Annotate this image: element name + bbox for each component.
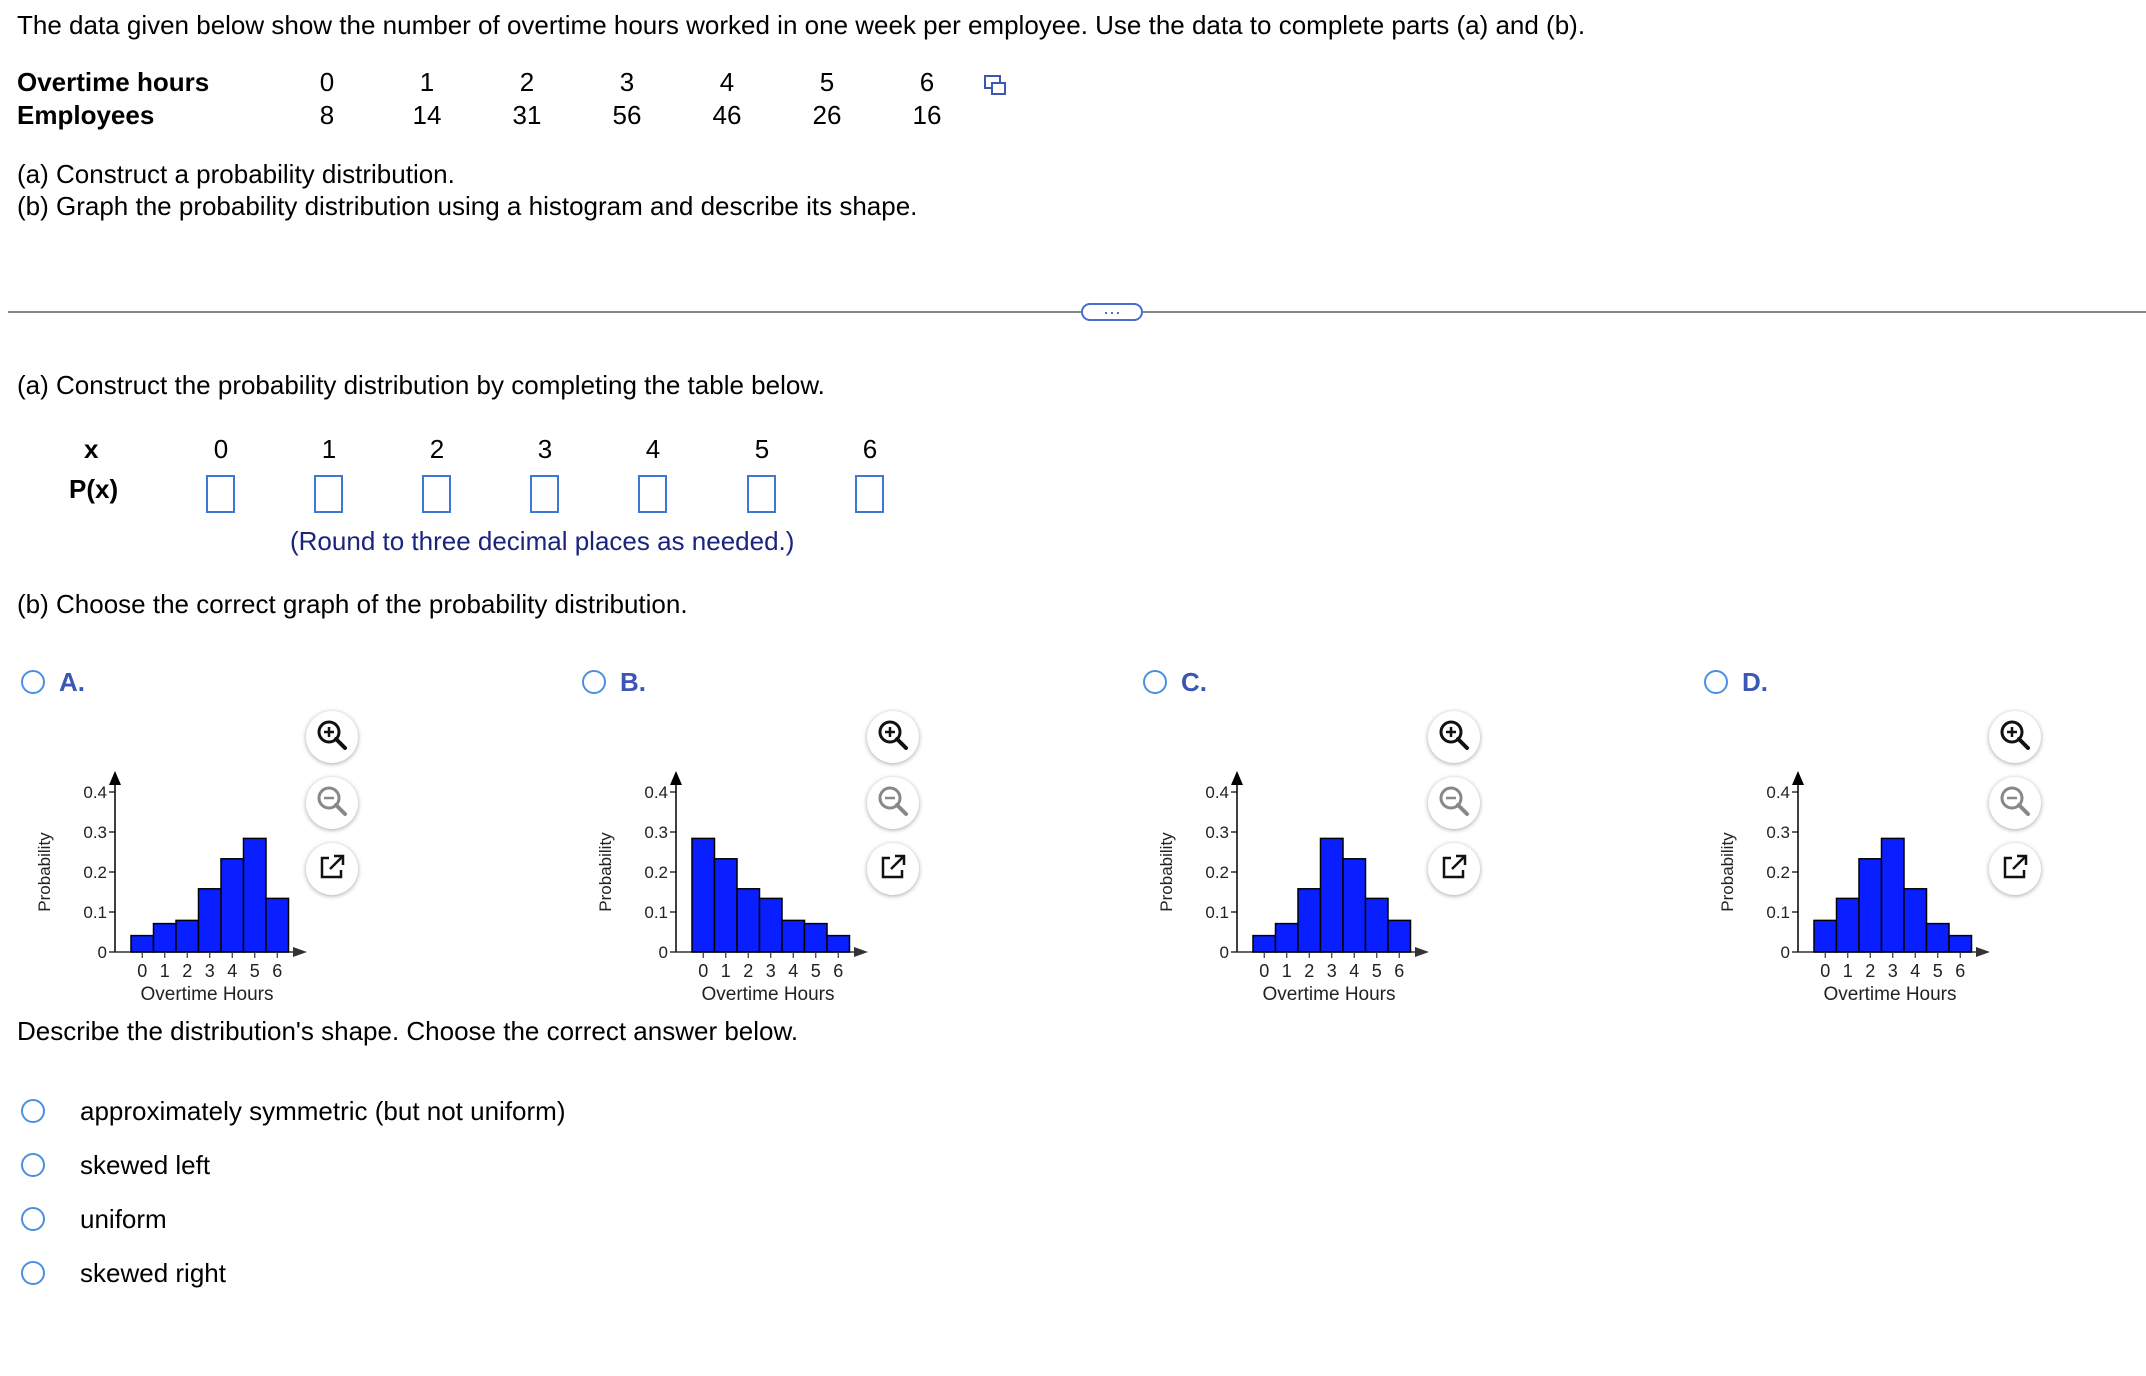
zoom-out-button[interactable]: [867, 777, 919, 829]
x-tick-label: 5: [1932, 961, 1943, 981]
option-radio[interactable]: [582, 670, 606, 694]
data-hours-cell: 2: [519, 67, 535, 97]
histogram-bar: [1253, 936, 1276, 952]
part-a-prompt: (a) Construct a probability distribution.: [17, 159, 455, 189]
histogram-chart: [19, 710, 319, 1010]
x-tick-label: 4: [1910, 961, 1921, 981]
histogram-bar: [1298, 889, 1321, 952]
y-tick-label: 0.4: [644, 783, 668, 802]
histogram-bar: [1882, 838, 1905, 952]
zoom-in-button[interactable]: [1989, 711, 2041, 763]
x-tick-label: 2: [1865, 961, 1876, 981]
x-axis-arrow: [854, 947, 868, 957]
graph-option-d[interactable]: [1702, 665, 2146, 1005]
y-tick-label: 0.3: [1766, 823, 1790, 842]
histogram-bar: [737, 889, 760, 952]
shape-question-prompt: Describe the distribution's shape. Choose the correct answer below.: [17, 1016, 799, 1046]
x-tick-label: 4: [788, 961, 799, 981]
zoom-out-button[interactable]: [1428, 777, 1480, 829]
x-tick-label: 3: [1887, 961, 1898, 981]
x-tick-label: 4: [227, 961, 238, 981]
histogram-bar: [244, 838, 267, 952]
x-tick-label: 6: [272, 961, 283, 981]
y-axis-label: Probability: [596, 832, 615, 912]
zoom-in-icon: [876, 718, 910, 757]
x-value: 6: [862, 434, 878, 464]
histogram-bar: [1366, 898, 1389, 952]
zoom-in-button[interactable]: [306, 711, 358, 763]
graph-option-a[interactable]: [19, 665, 559, 1005]
probability-input-0[interactable]: [206, 475, 235, 513]
probability-input-6[interactable]: [855, 475, 884, 513]
zoom-out-icon: [315, 784, 349, 823]
shape-option-label: approximately symmetric (but not uniform): [80, 1096, 566, 1126]
histogram-bar: [199, 889, 222, 952]
y-tick-label: 0: [1219, 943, 1229, 962]
histogram-bar: [1949, 936, 1972, 952]
open-in-new-window-button[interactable]: [306, 843, 358, 895]
y-axis-label: Probability: [1718, 832, 1737, 912]
zoom-out-icon: [1437, 784, 1471, 823]
data-hours-cell: 4: [719, 67, 735, 97]
y-tick-label: 0.3: [1205, 823, 1229, 842]
open-in-new-window-button[interactable]: [1989, 843, 2041, 895]
rounding-hint: (Round to three decimal places as needed.): [290, 526, 795, 556]
x-tick-label: 1: [720, 961, 731, 981]
probability-input-2[interactable]: [422, 475, 451, 513]
open-in-new-window-button[interactable]: [1428, 843, 1480, 895]
histogram-bar: [1904, 889, 1927, 952]
open-in-new-window-button[interactable]: [867, 843, 919, 895]
data-employees-cell: 16: [912, 100, 942, 130]
histogram-bar: [827, 936, 850, 952]
shape-option[interactable]: [21, 1149, 721, 1183]
histogram-bar: [1388, 920, 1411, 952]
histogram-bar: [266, 898, 289, 952]
shape-option-radio[interactable]: [21, 1261, 45, 1285]
shape-option-label: skewed right: [80, 1258, 226, 1288]
data-row-label-hours: Overtime hours: [17, 67, 210, 97]
y-tick-label: 0.3: [83, 823, 107, 842]
histogram-bar: [221, 859, 244, 952]
histogram-bar: [1837, 898, 1860, 952]
zoom-in-icon: [1437, 718, 1471, 757]
x-tick-label: 3: [204, 961, 215, 981]
shape-option-label: skewed left: [80, 1150, 211, 1180]
x-tick-label: 3: [765, 961, 776, 981]
x-tick-label: 1: [159, 961, 170, 981]
question-intro: The data given below show the number of overtime hours worked in one week per employee. Use the data to complete parts (a) and (b).: [17, 10, 1586, 40]
shape-option-radio[interactable]: [21, 1207, 45, 1231]
y-tick-label: 0.2: [1205, 863, 1229, 882]
section-divider: [8, 311, 2146, 313]
y-axis-arrow: [1792, 771, 1804, 785]
histogram-bar: [692, 838, 715, 952]
y-tick-label: 0.1: [1766, 903, 1790, 922]
histogram-bar: [782, 920, 805, 952]
x-tick-label: 5: [249, 961, 260, 981]
x-tick-label: 2: [1304, 961, 1315, 981]
x-axis-label: Overtime Hours: [1823, 984, 1957, 1005]
x-tick-label: 0: [1820, 961, 1831, 981]
y-tick-label: 0.2: [83, 863, 107, 882]
x-value: 2: [429, 434, 445, 464]
part-a-instruction: (a) Construct the probability distribution by completing the table below.: [17, 370, 825, 400]
data-employees-cell: 26: [812, 100, 842, 130]
y-tick-label: 0.4: [1766, 783, 1790, 802]
histogram-chart: [580, 710, 880, 1010]
y-axis-arrow: [109, 771, 121, 785]
x-tick-label: 6: [1955, 961, 1966, 981]
data-hours-cell: 3: [619, 67, 635, 97]
data-employees-cell: 14: [412, 100, 442, 130]
zoom-in-icon: [315, 718, 349, 757]
data-hours-cell: 6: [919, 67, 935, 97]
data-hours-cell: 5: [819, 67, 835, 97]
probability-input-3[interactable]: [530, 475, 559, 513]
graph-option-b[interactable]: [580, 665, 1120, 1005]
histogram-chart: [1702, 710, 2002, 1010]
x-value: 4: [645, 434, 661, 464]
option-letter: D.: [1742, 667, 1768, 697]
probability-input-5[interactable]: [747, 475, 776, 513]
shape-option-radio[interactable]: [21, 1099, 45, 1123]
y-tick-label: 0: [658, 943, 668, 962]
data-employees-cell: 56: [612, 100, 642, 130]
x-tick-label: 4: [1349, 961, 1360, 981]
zoom-out-button[interactable]: [1989, 777, 2041, 829]
x-tick-label: 5: [810, 961, 821, 981]
x-tick-label: 1: [1842, 961, 1853, 981]
shape-option[interactable]: [21, 1203, 721, 1237]
zoom-out-icon: [876, 784, 910, 823]
histogram-bar: [1927, 924, 1950, 952]
y-tick-label: 0: [1780, 943, 1790, 962]
y-tick-label: 0.4: [83, 783, 107, 802]
y-tick-label: 0.2: [1766, 863, 1790, 882]
x-tick-label: 0: [137, 961, 148, 981]
part-b-prompt: (b) Graph the probability distribution using a histogram and describe its shape.: [17, 191, 918, 221]
histogram-bar: [715, 859, 738, 952]
histogram-chart: [1141, 710, 1441, 1010]
x-axis-label: Overtime Hours: [1262, 984, 1396, 1005]
x-tick-label: 5: [1371, 961, 1382, 981]
data-employees-cell: 46: [712, 100, 742, 130]
option-letter: B.: [620, 667, 646, 697]
data-hours-cell: 0: [319, 67, 335, 97]
y-tick-label: 0.1: [83, 903, 107, 922]
x-value: 5: [754, 434, 770, 464]
histogram-bar: [1321, 838, 1344, 952]
x-tick-label: 2: [743, 961, 754, 981]
x-tick-label: 1: [1281, 961, 1292, 981]
zoom-in-icon: [1998, 718, 2032, 757]
y-tick-label: 0.1: [644, 903, 668, 922]
zoom-out-button[interactable]: [306, 777, 358, 829]
zoom-out-icon: [1998, 784, 2032, 823]
x-axis-label: Overtime Hours: [701, 984, 835, 1005]
x-axis-arrow: [1415, 947, 1429, 957]
histogram-bar: [760, 898, 783, 952]
y-tick-label: 0: [97, 943, 107, 962]
shape-option[interactable]: [21, 1257, 721, 1291]
histogram-bar: [1859, 859, 1882, 952]
x-tick-label: 3: [1326, 961, 1337, 981]
x-value: 0: [213, 434, 229, 464]
shape-option[interactable]: [21, 1095, 721, 1129]
zoom-in-button[interactable]: [1428, 711, 1480, 763]
shape-option-radio[interactable]: [21, 1153, 45, 1177]
x-tick-label: 0: [1259, 961, 1270, 981]
x-tick-label: 0: [698, 961, 709, 981]
x-tick-label: 6: [1394, 961, 1405, 981]
option-radio[interactable]: [21, 670, 45, 694]
histogram-bar: [1814, 920, 1837, 952]
data-employees-cell: 8: [319, 100, 335, 130]
graph-option-c[interactable]: [1141, 665, 1681, 1005]
data-employees-cell: 31: [512, 100, 542, 130]
histogram-bar: [154, 924, 177, 952]
open-new-window-icon: [878, 852, 908, 887]
y-tick-label: 0.4: [1205, 783, 1229, 802]
option-radio[interactable]: [1704, 670, 1728, 694]
open-new-window-icon: [2000, 852, 2030, 887]
data-row-label-employees: Employees: [17, 100, 155, 130]
option-letter: C.: [1181, 667, 1207, 697]
shape-option-label: uniform: [80, 1204, 167, 1234]
y-tick-label: 0.1: [1205, 903, 1229, 922]
x-axis-label: Overtime Hours: [140, 984, 274, 1005]
probability-input-1[interactable]: [314, 475, 343, 513]
data-hours-cell: 1: [419, 67, 435, 97]
x-tick-label: 6: [833, 961, 844, 981]
y-axis-arrow: [670, 771, 682, 785]
histogram-bar: [1343, 859, 1366, 952]
open-new-window-icon: [317, 852, 347, 887]
histogram-bar: [176, 920, 199, 952]
x-label: x: [84, 434, 99, 464]
zoom-in-button[interactable]: [867, 711, 919, 763]
copy-data-icon[interactable]: [983, 73, 1007, 97]
histogram-bar: [1276, 924, 1299, 952]
x-axis-arrow: [293, 947, 307, 957]
y-tick-label: 0.2: [644, 863, 668, 882]
px-label: P(x): [69, 474, 119, 504]
y-tick-label: 0.3: [644, 823, 668, 842]
option-radio[interactable]: [1143, 670, 1167, 694]
x-value: 3: [537, 434, 553, 464]
histogram-bar: [131, 936, 154, 952]
more-button[interactable]: ···: [1081, 303, 1143, 321]
y-axis-label: Probability: [1157, 832, 1176, 912]
x-tick-label: 2: [182, 961, 193, 981]
y-axis-label: Probability: [35, 832, 54, 912]
part-b-instruction: (b) Choose the correct graph of the probability distribution.: [17, 589, 688, 619]
open-new-window-icon: [1439, 852, 1469, 887]
y-axis-arrow: [1231, 771, 1243, 785]
x-axis-arrow: [1976, 947, 1990, 957]
probability-input-4[interactable]: [638, 475, 667, 513]
histogram-bar: [805, 924, 828, 952]
x-value: 1: [321, 434, 337, 464]
option-letter: A.: [59, 667, 85, 697]
